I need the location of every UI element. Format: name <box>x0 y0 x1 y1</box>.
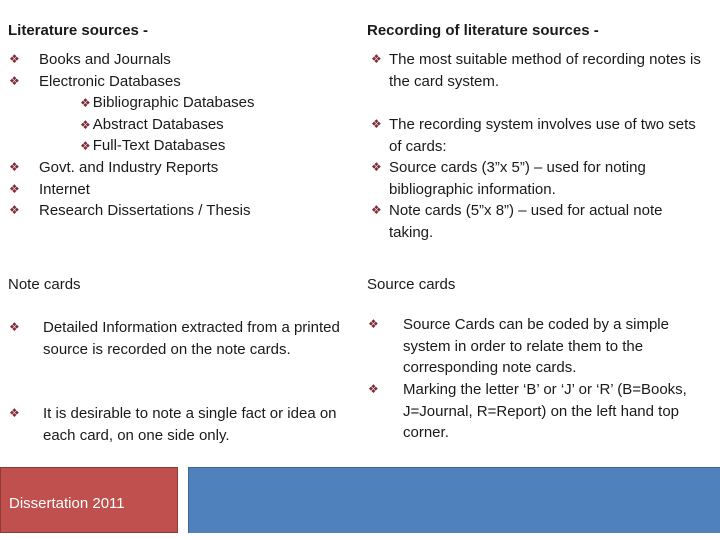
sub-item-label: Bibliographic Databases <box>92 94 255 111</box>
note-cards-heading: Note cards <box>8 276 81 293</box>
literature-sources-heading: Literature sources - <box>8 22 149 39</box>
recording-item-note-cards: Note cards (5”x 8”) – used for actual note taking. <box>389 202 663 241</box>
source-cards-heading: Source cards <box>367 276 456 293</box>
footer-bar <box>188 467 720 533</box>
source-cards-item-coded: Source Cards can be coded by a simple system in order to relate them to the corresponding note cards. <box>403 316 669 376</box>
list-item-internet: Internet <box>39 180 90 198</box>
bullet-icon: ❖ <box>371 203 382 217</box>
source-cards-item-marking: Marking the letter ‘B’ or ‘J’ or ‘R’ (B=Books, J=Journal, R=Report) on the left hand top corner. <box>403 381 687 441</box>
sub-item-label: Abstract Databases <box>92 115 224 133</box>
bullet-icon: ❖ <box>9 320 20 334</box>
bullet-icon: ❖ <box>9 160 20 174</box>
recording-item-card-system: The most suitable method of recording notes is the card system. <box>389 51 701 90</box>
list-item-books-journals: Books and Journals <box>39 51 171 68</box>
recording-item-source-cards: Source cards (3”x 5”) – used for noting bibliographic information. <box>389 159 646 198</box>
sub-item-label: Full-Text Databases <box>92 137 226 154</box>
bullet-icon: ❖ <box>9 406 20 420</box>
recording-item-two-cards: The recording system involves use of two sets of cards: <box>389 116 696 155</box>
footer-label-panel <box>0 467 178 533</box>
bullet-icon: ❖ <box>80 139 91 153</box>
bullet-icon: ❖ <box>368 382 379 396</box>
bullet-icon: ❖ <box>9 52 20 66</box>
bullet-icon: ❖ <box>80 96 91 110</box>
bullet-icon: ❖ <box>371 117 382 131</box>
footer-label: Dissertation 2011 <box>9 495 125 512</box>
list-item-dissertations: Research Dissertations / Thesis <box>39 202 251 219</box>
list-item-govt-reports: Govt. and Industry Reports <box>39 159 219 176</box>
bullet-icon: ❖ <box>9 181 20 196</box>
list-item-electronic-databases: Electronic Databases <box>39 72 181 90</box>
bullet-icon: ❖ <box>9 203 20 217</box>
sub-item-abstract <box>80 114 224 137</box>
bullet-icon: ❖ <box>80 117 91 132</box>
sub-item-bibliographic <box>80 92 255 115</box>
sub-item-full-text <box>80 135 225 158</box>
bullet-icon: ❖ <box>368 317 379 331</box>
bullet-icon: ❖ <box>9 73 20 88</box>
bullet-icon: ❖ <box>371 160 382 174</box>
note-cards-item-single-fact: It is desirable to note a single fact or idea on each card, on one side only. <box>43 405 337 444</box>
note-cards-item-detailed: Detailed Information extracted from a printed source is recorded on the note cards. <box>43 319 340 358</box>
bullet-icon: ❖ <box>371 52 382 66</box>
recording-heading: Recording of literature sources - <box>367 22 599 39</box>
